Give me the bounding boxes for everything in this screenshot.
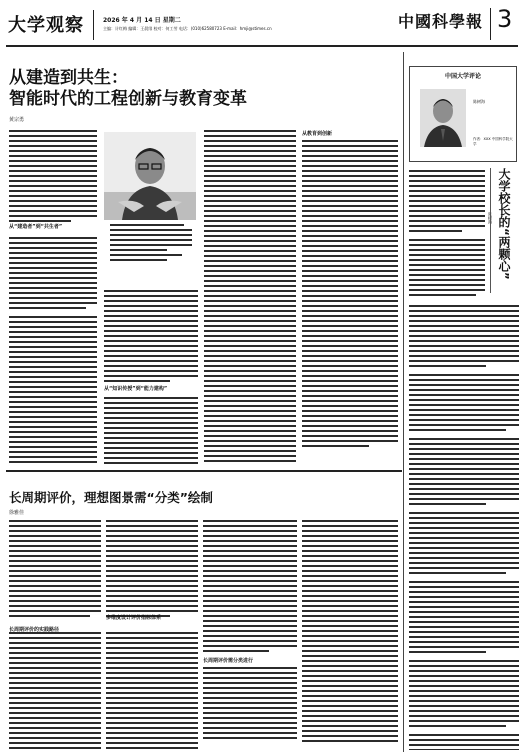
article-2-subhead-2: 多维度设计评价指标体系 [106,615,162,621]
page-number: 3 [497,5,513,33]
sidebar-body-top [409,170,485,300]
sidebar-title-rule [490,168,491,293]
header-divider-right [490,8,491,40]
editors-line: 主编：计红梅 编辑：王晨绯 校对：何工劳 电话：(010)62580723 E-mail：hmji@stimes.cn [103,26,272,31]
article-2-column-1 [9,520,101,750]
sidebar-body-main [409,305,519,750]
photo-caption-box [110,224,192,278]
article-1-byline: 黄宗勇 [9,117,25,123]
article-1-column-3 [204,130,296,465]
header-rule [6,45,518,47]
article-1-subhead-2: 从“知识传授”到“能力建构” [104,386,168,392]
article-2-column-2 [106,520,198,750]
article-1-title [9,68,247,110]
sidebar-author-caption: 作者：XXX 中国科学院大学 [473,137,513,146]
article-2-byline: 徐雅佳 [9,510,25,516]
article-2-column-4 [302,520,398,750]
sidebar-title: 大学校长的“两颗心” [497,168,511,280]
sidebar-column-box [409,66,517,162]
date-line: 2026 年 4 月 14 日 星期二 [103,17,181,24]
article-1-column-4 [302,140,398,465]
sidebar-divider [403,52,404,752]
article-1-title-line2: 智能时代的工程创新与教育变革 [9,89,247,109]
section-title: 大学观察 [8,15,84,36]
sidebar-author-photo [420,89,466,147]
header-divider [93,10,94,40]
sidebar-author-name: 陈树海 [473,99,485,104]
article-1-subhead-1: 从“建造者”到“共生者” [9,224,63,230]
author-photo [104,132,196,220]
article-1-title-line1: 从建造到共生： [9,68,128,88]
masthead-logo: 中國科學報 [398,12,484,31]
article-2-column-3 [203,520,297,750]
page-header [0,0,524,46]
article-2-subhead-1: 长周期评价的实践路径 [9,627,60,633]
article-1-column-1 [9,130,97,465]
portrait-illustration [104,132,196,220]
sidebar-column-name: 中国大学评论 [444,73,481,80]
article-1-column-2 [104,290,198,465]
article-2-title: 长周期评价，理想图景需“分类”绘制 [9,490,213,505]
article-1-subhead-3: 从教育到创新 [302,131,333,137]
article-divider [6,470,402,472]
sidebar-portrait-illustration [420,89,466,147]
article-2-subhead-3: 长周期评价需分类进行 [203,658,254,664]
